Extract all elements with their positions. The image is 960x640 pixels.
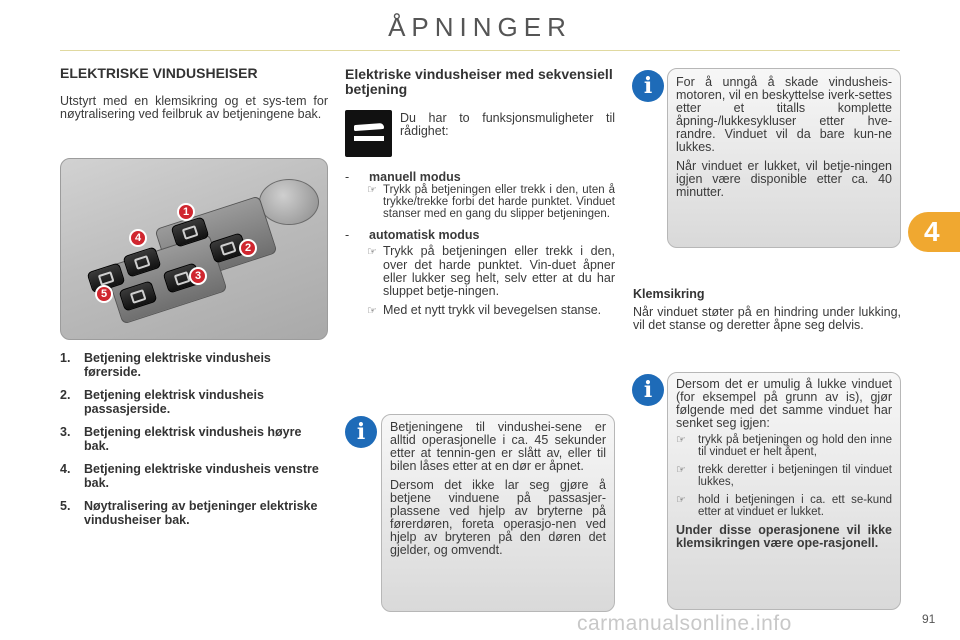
middle-column bbox=[345, 67, 615, 97]
pointing-hand-icon: ☞ bbox=[367, 184, 377, 196]
mode-name: manuell modus bbox=[369, 170, 461, 184]
page-title: ÅPNINGER bbox=[388, 12, 572, 42]
info-icon: i bbox=[632, 374, 664, 406]
info-paragraph: Dersom det ikke lar seg gjøre å betjene vinduene på passasjer-plassene ved hjelp av bryterne på førerdøren, foreta operasjo-nen ved hjelp av bryteren på den døren det gjelder, og omvendt. bbox=[390, 478, 606, 557]
info-step: ☞ trykk på betjeningen og hold den inne til vinduet er helt åpent, bbox=[676, 434, 892, 458]
legend-item: 2. Betjening elektrisk vindusheis passasjerside. bbox=[60, 388, 264, 416]
info-box-motor-protection bbox=[667, 68, 901, 248]
info-step: ☞ trekk deretter i betjeningen til vinduet lukkes, bbox=[676, 464, 892, 488]
chapter-tab[interactable]: 4 bbox=[908, 212, 960, 252]
legend-item: 3. Betjening elektrisk vindusheis høyre bak. bbox=[60, 425, 302, 453]
info-box-operation bbox=[381, 414, 615, 612]
mode-manual: - manuell modus ☞ Trykk på betjeningen eller trekk i den, uten å trykke/trekke forbi det harde punktet. Vinduet stanser med en gang du slipper betjeningen. bbox=[345, 170, 615, 220]
page-number: 91 bbox=[922, 612, 936, 626]
pinch-heading: Klemsikring bbox=[633, 287, 705, 301]
callout-5: 5 bbox=[95, 285, 113, 303]
title-rule bbox=[60, 50, 900, 51]
info-paragraph: Betjeningene til vindushei-sene er alltid operasjonelle i ca. 45 sekunder etter at tennin-gen er slått av, eller til bilen låses etter at en dør er åpnet. bbox=[390, 420, 606, 473]
mode-step: ☞ Trykk på betjeningen eller trekk i den, over det harde punktet. Vin-duet åpner eller lukker seg helt, selv etter at du har sluppet betje-ningen. bbox=[367, 244, 615, 298]
info-paragraph: Når vinduet er lukket, vil betje-ningen igjen være disponible etter ca. 40 minutter. bbox=[676, 159, 892, 199]
left-column bbox=[60, 66, 328, 121]
callout-1: 1 bbox=[177, 203, 195, 221]
info-step: ☞ hold i betjeningen i ca. ett se-kund etter at vinduet er lukket. bbox=[676, 494, 892, 518]
info-warning: Under disse operasjonene vil ikke klemsikringen være ope-rasjonell. bbox=[676, 523, 892, 550]
capability-text: Du har to funksjonsmuligheter til rådighet: bbox=[400, 111, 615, 138]
legend-list bbox=[60, 351, 328, 536]
mode-automatic: - automatisk modus ☞ Trykk på betjeningen eller trekk i den, over det harde punktet. Vin-duet åpner eller lukker seg helt, selv etter at du har sluppet betje-ningen. ☞ Med et nytt trykk vil bevegelsen stanse. bbox=[345, 228, 615, 317]
watermark: carmanualsonline.info bbox=[577, 612, 792, 635]
mode-list bbox=[345, 170, 615, 326]
pinch-text: Når vinduet støter på en hindring under lukking, vil det stanse og deretter åpne seg delvis. bbox=[633, 305, 901, 332]
info-icon: i bbox=[345, 416, 377, 448]
callout-4: 4 bbox=[129, 229, 147, 247]
pointing-hand-icon: ☞ bbox=[367, 246, 377, 258]
mirror-control-icon bbox=[259, 179, 319, 225]
pointing-hand-icon: ☞ bbox=[676, 464, 686, 476]
legend-item: 1. Betjening elektriske vindusheis førerside. bbox=[60, 351, 271, 379]
callout-2: 2 bbox=[239, 239, 257, 257]
intro-text: Utstyrt med en klemsikring og et sys-tem for nøytralisering ved feilbruk av betjeningene bak. bbox=[60, 94, 328, 121]
mode-step: ☞ Med et nytt trykk vil bevegelsen stanse. bbox=[367, 303, 602, 317]
info-paragraph: Dersom det er umulig å lukke vinduet (for eksempel på grunn av is), gjør følgende med det samme vinduet har senket seg igjen: bbox=[676, 377, 892, 430]
mode-name: automatisk modus bbox=[369, 228, 480, 242]
pointing-hand-icon: ☞ bbox=[676, 494, 686, 506]
window-switch-icon bbox=[345, 110, 392, 157]
pointing-hand-icon: ☞ bbox=[676, 434, 686, 446]
section-heading: Elektriske vindusheiser med sekvensiell betjening bbox=[345, 66, 613, 97]
legend-item: 5. Nøytralisering av betjeninger elektriske vindusheiser bak. bbox=[60, 499, 318, 527]
mode-step: ☞ Trykk på betjeningen eller trekk i den, uten å trykke/trekke forbi det harde punktet. Vinduet stanser med en gang du slipper betjeningen. bbox=[367, 184, 615, 220]
pinch-protection bbox=[633, 288, 901, 332]
callout-3: 3 bbox=[189, 267, 207, 285]
section-heading: ELEKTRISKE VINDUSHEISER bbox=[60, 65, 258, 81]
window-switch-photo bbox=[60, 158, 328, 340]
legend-item: 4. Betjening elektriske vindusheis venstre bak. bbox=[60, 462, 319, 490]
info-box-reinit bbox=[667, 372, 901, 610]
pointing-hand-icon: ☞ bbox=[367, 305, 377, 317]
info-icon: i bbox=[632, 70, 664, 102]
info-paragraph: For å unngå å skade vindusheis-motoren, vil en beskyttelse iverk-settes etter et titalls komplette åpning-/lukkesykluser etter hve-randre. Vinduet vil da bare kun-ne lukkes. bbox=[676, 75, 892, 154]
